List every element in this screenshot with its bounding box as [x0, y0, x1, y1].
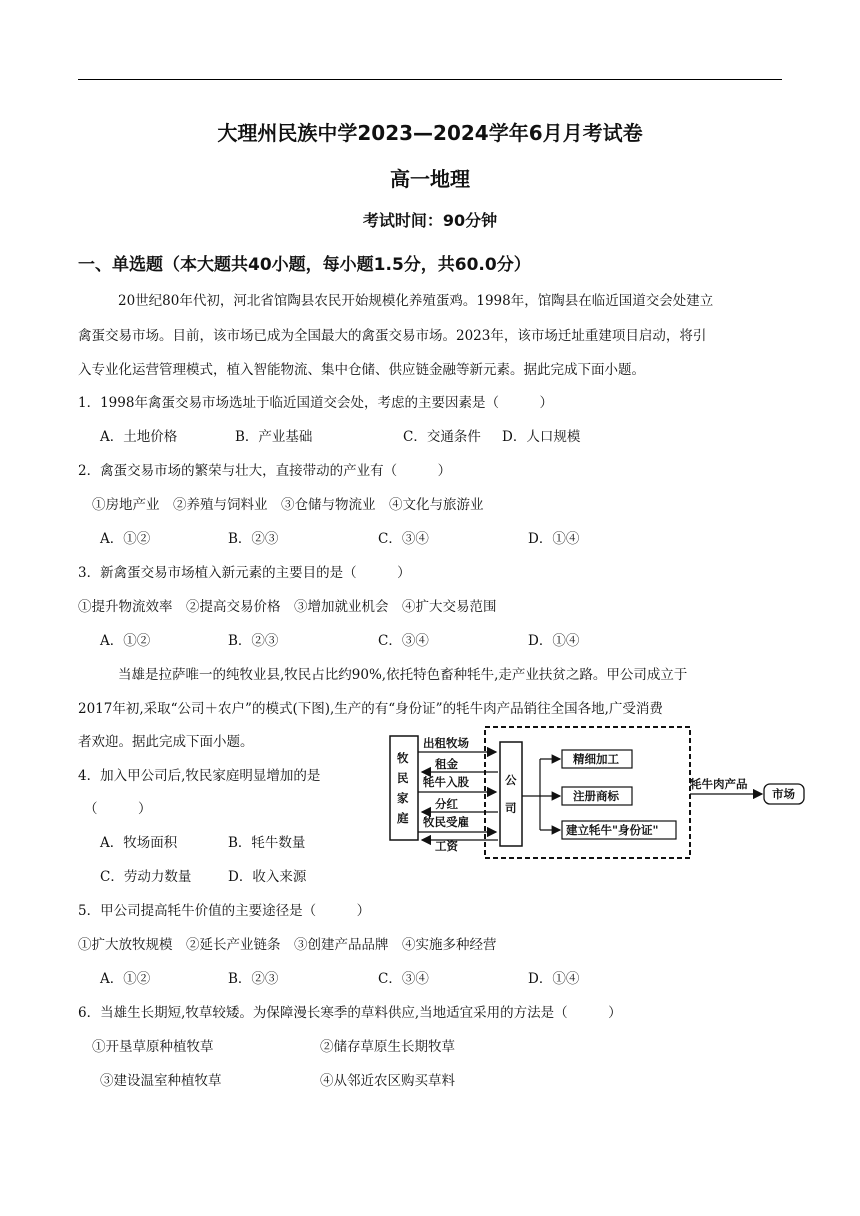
q1-option-d[interactable]: D．人口规模	[502, 429, 581, 445]
q6-item: ①开垦草原种植牧草	[92, 1039, 214, 1055]
household-char: 牧	[397, 751, 409, 765]
material1-line: 禽蛋交易市场。目前，该市场已成为全国最大的禽蛋交易市场。2023年，该市场迁址重建项目启动，将引	[78, 328, 707, 344]
flow-label-rent-pasture: 出租牧场	[423, 736, 469, 750]
material2-line: 当雄是拉萨唯一的纯牧业县,牧民占比约90%,依托特色畜种牦牛,走产业扶贫之路。甲公司成立于	[118, 667, 688, 683]
company-char: 公	[505, 773, 517, 787]
q4-stem: 4．加入甲公司后,牧民家庭明显增加的是	[78, 768, 321, 784]
q3-option-c[interactable]: C．③④	[378, 633, 429, 649]
q4-option-c[interactable]: C．劳动力数量	[100, 869, 192, 885]
q5-option-d[interactable]: D．①④	[528, 971, 580, 987]
process-label: 建立牦牛"身份证"	[566, 823, 659, 837]
company-char: 司	[505, 801, 517, 815]
top-rule	[78, 79, 782, 80]
flow-label-yak-shares: 牦牛入股	[423, 775, 469, 789]
q6-item: ④从邻近农区购买草料	[320, 1073, 455, 1089]
q5-option-c[interactable]: C．③④	[378, 971, 429, 987]
q3-items: ①提升物流效率 ②提高交易价格 ③增加就业机会 ④扩大交易范围	[78, 599, 497, 615]
material1-line: 入专业化运营管理模式，植入智能物流、集中仓储、供应链金融等新元素。据此完成下面小题。	[78, 362, 645, 378]
q4-option-b[interactable]: B．牦牛数量	[228, 835, 306, 851]
q5-items: ①扩大放牧规模 ②延长产业链条 ③创建产品品牌 ④实施多种经营	[78, 937, 497, 953]
q2-option-d[interactable]: D．①④	[528, 531, 580, 547]
exam-title: 大理州民族中学2023—2024学年6月月考试卷	[217, 121, 643, 145]
company-box	[500, 742, 522, 846]
q5-stem: 5．甲公司提高牦牛价值的主要途径是（ ）	[78, 903, 371, 919]
q1-option-a[interactable]: A．土地价格	[100, 429, 178, 445]
q3-option-b[interactable]: B．②③	[228, 633, 279, 649]
process-label: 精细加工	[573, 752, 619, 766]
flow-label-rent: 租金	[435, 757, 458, 771]
q2-option-c[interactable]: C．③④	[378, 531, 429, 547]
flow-label-dividend: 分红	[435, 797, 458, 811]
q2-option-a[interactable]: A．①②	[100, 531, 151, 547]
material1-line: 20世纪80年代初，河北省馆陶县农民开始规模化养殖蛋鸡。1998年，馆陶县在临近国道交会处建立	[118, 293, 714, 309]
household-char: 庭	[397, 811, 409, 825]
product-label: 牦牛肉产品	[690, 777, 748, 791]
flow-label-employment: 牧民受雇	[423, 815, 469, 829]
q1-option-b[interactable]: B．产业基础	[235, 429, 313, 445]
household-char: 民	[397, 771, 409, 785]
q2-option-b[interactable]: B．②③	[228, 531, 279, 547]
q6-item: ③建设温室种植牧草	[100, 1073, 222, 1089]
company-household-diagram	[388, 722, 808, 864]
q3-option-d[interactable]: D．①④	[528, 633, 580, 649]
q3-option-a[interactable]: A．①②	[100, 633, 151, 649]
q1-option-c[interactable]: C．交通条件	[403, 429, 481, 445]
market-label: 市场	[772, 787, 795, 801]
q3-stem: 3．新禽蛋交易市场植入新元素的主要目的是（ ）	[78, 565, 411, 581]
exam-time: 考试时间：90分钟	[362, 211, 498, 230]
exam-subject: 高一地理	[390, 167, 470, 191]
q6-stem: 6．当雄生长期短,牧草较矮。为保障漫长寒季的草料供应,当地适宜采用的方法是（ ）	[78, 1005, 622, 1021]
q4-option-d[interactable]: D．收入来源	[228, 869, 307, 885]
q2-stem: 2．禽蛋交易市场的繁荣与壮大，直接带动的产业有（ ）	[78, 463, 452, 479]
material2-line: 2017年初,采取“公司＋农户”的模式(下图),生产的有“身份证”的牦牛肉产品销往全国各地,广受消费	[78, 701, 663, 717]
section-heading: 一、单选题（本大题共40小题，每小题1.5分，共60.0分）	[78, 255, 531, 275]
q5-option-a[interactable]: A．①②	[100, 971, 151, 987]
q4-option-a[interactable]: A．牧场面积	[100, 835, 178, 851]
q6-item: ②储存草原生长期牧草	[320, 1039, 455, 1055]
flow-label-wage: 工资	[435, 839, 458, 853]
q5-option-b[interactable]: B．②③	[228, 971, 279, 987]
process-label: 注册商标	[573, 789, 619, 803]
q2-items: ①房地产业 ②养殖与饲料业 ③仓储与物流业 ④文化与旅游业	[92, 497, 484, 513]
household-char: 家	[397, 791, 409, 805]
material2-line: 者欢迎。据此完成下面小题。	[78, 734, 254, 750]
q1-stem: 1．1998年禽蛋交易市场选址于临近国道交会处，考虑的主要因素是（ ）	[78, 395, 553, 411]
q4-paren: （ ）	[84, 801, 152, 817]
